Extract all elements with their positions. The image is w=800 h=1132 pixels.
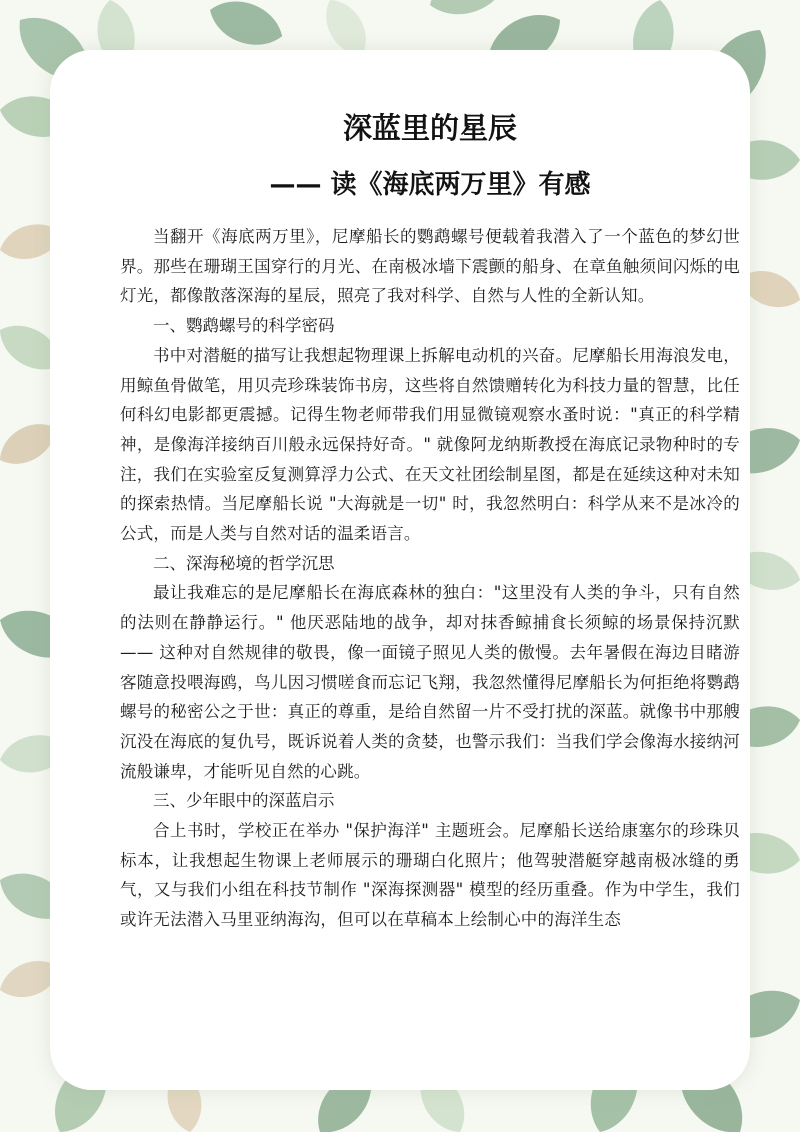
- intro-paragraph: 当翻开《海底两万里》，尼摩船长的鹦鹉螺号便载着我潜入了一个蓝色的梦幻世界。那些在珊瑚王国穿行的月光、在南极冰墙下震颤的船身、在章鱼触须间闪烁的电灯光，都像散落深海的星辰，照亮了我对科学、自然与人性的全新认知。: [120, 227, 740, 306]
- paper-card: [50, 50, 750, 1090]
- section-heading-2: 二、深海秘境的哲学沉思: [153, 553, 335, 573]
- section-2-paragraph: 最让我难忘的是尼摩船长在海底森林的独白："这里没有人类的争斗，只有自然的法则在静静运行。" 他厌恶陆地的战争，却对抹香鲸捕食长须鲸的场景保持沉默 —— 这种对自然规律的敬畏，像一面镜子照见人类的傲慢。去年暑假在海边目睹游客随意投喂海鸥，鸟儿因习惯嗟食而忘记飞翔，我忽然懂得尼摩船长为何拒绝将鹦鹉螺号的秘密公之于世：真正的尊重，是给自然留一片不受打扰的深蓝。就像书中那艘沉没在海底的复仇号，既诉说着人类的贪婪，也警示我们：当我们学会像海水接纳河流般谦卑，才能听见自然的心跳。: [120, 583, 740, 781]
- section-1-paragraph: 书中对潜艇的描写让我想起物理课上拆解电动机的兴奋。尼摩船长用海浪发电，用鲸鱼骨做笔，用贝壳珍珠装饰书房，这些将自然馈赠转化为科技力量的智慧，比任何科幻电影都更震撼。记得生物老师带我们用显微镜观察水蚤时说："真正的科学精神，是像海洋接纳百川般永远保持好奇。" 就像阿龙纳斯教授在海底记录物种时的专注，我们在实验室反复测算浮力公式、在天文社团绘制星图，都是在延续这种对未知的探索热情。当尼摩船长说 "大海就是一切" 时，我忽然明白：科学从来不是冰冷的公式，而是人类与自然对话的温柔语言。: [120, 345, 740, 544]
- section-heading-3: 三、少年眼中的深蓝启示: [153, 791, 335, 811]
- page-subtitle: —— 读《海底两万里》有感: [269, 170, 591, 200]
- section-heading-1: 一、鹦鹉螺号的科学密码: [153, 316, 335, 336]
- page-title: 深蓝里的星辰: [342, 111, 517, 145]
- section-3-paragraph: 合上书时，学校正在举办 "保护海洋" 主题班会。尼摩船长送给康塞尔的珍珠贝标本，让我想起生物课上老师展示的珊瑚白化照片；他驾驶潜艇穿越南极冰缝的勇气，又与我们小组在科技节制作 "深海探测器" 模型的经历重叠。作为中学生，我们或许无法潜入马里亚纳海沟，但可以在草稿本上绘制心中的海洋生态: [120, 821, 740, 930]
- article-content: [120, 50, 740, 935]
